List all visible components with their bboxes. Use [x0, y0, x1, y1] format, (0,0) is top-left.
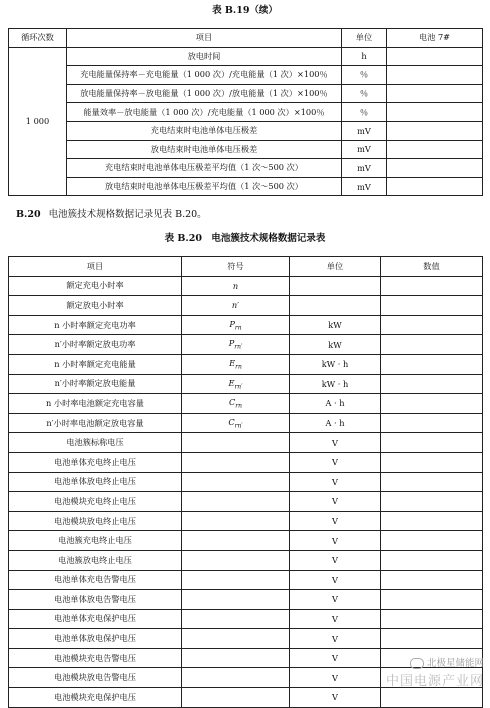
unit-cell: ％	[342, 66, 387, 85]
item-cell: 电池模块充电终止电压	[9, 492, 182, 512]
item-cell: 电池单体充电保护电压	[9, 609, 182, 629]
table-row	[9, 84, 483, 103]
unit-cell: V	[290, 433, 381, 453]
value-cell	[387, 159, 483, 178]
value-cell	[381, 374, 483, 394]
symbol-cell: n	[182, 276, 290, 296]
table-header-row	[9, 29, 483, 48]
value-cell	[387, 66, 483, 85]
symbol-cell	[182, 492, 290, 512]
symbol-cell	[182, 629, 290, 649]
unit-cell	[290, 296, 381, 316]
table-row	[9, 140, 483, 159]
item-cell: 电池模块充电告警电压	[9, 648, 182, 668]
unit-cell: V	[290, 629, 381, 649]
item-cell: 放电结束时电池单体电压极差平均值（1 次～500 次）	[67, 177, 342, 196]
table-row	[9, 103, 483, 122]
symbol-cell: $P_{rn}$	[182, 315, 290, 335]
table-row	[9, 394, 483, 414]
table-row	[9, 121, 483, 140]
unit-cell: V	[290, 452, 381, 472]
item-cell: 能量效率－放电能量（1 000 次）/充电能量（1 000 次）×100％	[67, 103, 342, 122]
value-cell	[387, 121, 483, 140]
unit-cell: A · h	[290, 394, 381, 414]
item-cell: 充电能量保持率－充电能量（1 000 次）/充电能量（1 次）×100％	[67, 66, 342, 85]
unit-cell: V	[290, 688, 381, 708]
header-unit: 单位	[290, 257, 381, 277]
value-cell	[381, 276, 483, 296]
item-cell: 放电能量保持率－放电能量（1 000 次）/放电能量（1 次）×100％	[67, 84, 342, 103]
table-row	[9, 452, 483, 472]
symbol-cell	[182, 511, 290, 531]
item-cell: n 小时率额定充电功率	[9, 315, 182, 335]
value-cell	[381, 315, 483, 335]
table-row	[9, 413, 483, 433]
symbol-cell	[182, 433, 290, 453]
table-row	[9, 276, 483, 296]
symbol-cell: n′	[182, 296, 290, 316]
unit-cell: h	[342, 47, 387, 66]
value-cell	[381, 433, 483, 453]
unit-cell: V	[290, 570, 381, 590]
unit-cell: mV	[342, 140, 387, 159]
symbol-cell	[182, 452, 290, 472]
symbol-cell	[182, 668, 290, 688]
unit-cell: V	[290, 590, 381, 610]
table-row	[9, 609, 483, 629]
table-row	[9, 570, 483, 590]
value-cell	[381, 590, 483, 610]
table-b20-caption: 表 B.20 电池簇技术规格数据记录表	[164, 233, 326, 244]
item-cell: 充电结束时电池单体电压极差	[67, 121, 342, 140]
header-battery-7: 电池 7#	[387, 29, 483, 48]
item-cell: 电池模块放电告警电压	[9, 668, 182, 688]
table-row	[9, 177, 483, 196]
item-cell: 放电结束时电池单体电压极差	[67, 140, 342, 159]
unit-cell: kW	[290, 335, 381, 355]
item-cell: 电池簇标称电压	[9, 433, 182, 453]
value-cell	[387, 84, 483, 103]
item-cell: 电池簇放电终止电压	[9, 550, 182, 570]
item-cell: n 小时率额定充电能量	[9, 354, 182, 374]
symbol-cell	[182, 590, 290, 610]
cycle-count-cell: 1 000	[9, 47, 67, 196]
table-row	[9, 315, 483, 335]
table-b20	[8, 256, 483, 708]
unit-cell: kW · h	[290, 374, 381, 394]
paragraph-text: 电池簇技术规格数据记录见表 B.20。	[48, 209, 207, 220]
value-cell	[381, 354, 483, 374]
symbol-cell	[182, 570, 290, 590]
item-cell: n′小时率额定放电功率	[9, 335, 182, 355]
unit-cell: V	[290, 472, 381, 492]
unit-cell: mV	[342, 159, 387, 178]
symbol-cell: $C_{rn'}$	[182, 413, 290, 433]
table-row	[9, 335, 483, 355]
item-cell: 电池簇充电终止电压	[9, 531, 182, 551]
unit-cell: V	[290, 531, 381, 551]
item-cell: 额定放电小时率	[9, 296, 182, 316]
table-row	[9, 531, 483, 551]
paragraph-b20	[16, 206, 207, 220]
unit-cell: ％	[342, 103, 387, 122]
table-row	[9, 550, 483, 570]
value-cell	[381, 629, 483, 649]
header-item: 项目	[67, 29, 342, 48]
unit-cell: mV	[342, 121, 387, 140]
value-cell	[381, 511, 483, 531]
symbol-cell	[182, 472, 290, 492]
table-row	[9, 374, 483, 394]
item-cell: 电池单体充电终止电压	[9, 452, 182, 472]
value-cell	[381, 492, 483, 512]
header-symbol: 符号	[182, 257, 290, 277]
item-cell: 电池模块充电保护电压	[9, 688, 182, 708]
watermark-text-2: 中国电源产业网	[385, 674, 484, 689]
symbol-cell: $P_{rn'}$	[182, 335, 290, 355]
header-item: 项目	[9, 257, 182, 277]
watermark-logo	[410, 655, 484, 669]
paragraph-number: B.20	[16, 209, 41, 220]
unit-cell	[290, 276, 381, 296]
item-cell: 电池单体放电告警电压	[9, 590, 182, 610]
value-cell	[381, 609, 483, 629]
wechat-icon	[410, 658, 424, 669]
unit-cell: V	[290, 492, 381, 512]
table-row	[9, 433, 483, 453]
item-cell: 额定充电小时率	[9, 276, 182, 296]
value-cell	[387, 47, 483, 66]
table-row	[9, 47, 483, 66]
item-cell: n 小时率电池额定充电容量	[9, 394, 182, 414]
value-cell	[387, 177, 483, 196]
symbol-cell: $C_{rn}$	[182, 394, 290, 414]
header-cycle-count: 循环次数	[9, 29, 67, 48]
table-row	[9, 590, 483, 610]
unit-cell: V	[290, 550, 381, 570]
item-cell: 放电时间	[67, 47, 342, 66]
unit-cell: V	[290, 511, 381, 531]
symbol-cell: $E_{rn}$	[182, 354, 290, 374]
symbol-cell	[182, 531, 290, 551]
value-cell	[381, 452, 483, 472]
unit-cell: ％	[342, 84, 387, 103]
item-cell: 电池单体放电终止电压	[9, 472, 182, 492]
value-cell	[387, 103, 483, 122]
value-cell	[381, 472, 483, 492]
value-cell	[387, 140, 483, 159]
value-cell	[381, 531, 483, 551]
symbol-cell	[182, 550, 290, 570]
table-row	[9, 159, 483, 178]
value-cell	[381, 570, 483, 590]
table-row	[9, 472, 483, 492]
header-unit: 单位	[342, 29, 387, 48]
value-cell	[381, 296, 483, 316]
table-row	[9, 296, 483, 316]
item-cell: 电池单体充电告警电压	[9, 570, 182, 590]
table-row	[9, 66, 483, 85]
item-cell: 电池单体放电保护电压	[9, 629, 182, 649]
table-row	[9, 629, 483, 649]
symbol-cell	[182, 648, 290, 668]
symbol-cell: $E_{rn'}$	[182, 374, 290, 394]
unit-cell: kW	[290, 315, 381, 335]
watermark-text: 北极星储能网	[426, 658, 484, 669]
value-cell	[381, 335, 483, 355]
unit-cell: V	[290, 648, 381, 668]
item-cell: 充电结束时电池单体电压极差平均值（1 次～500 次）	[67, 159, 342, 178]
table-b19-caption: 表 B.19（续）	[212, 5, 278, 16]
header-value: 数值	[381, 257, 483, 277]
unit-cell: kW · h	[290, 354, 381, 374]
table-row	[9, 492, 483, 512]
symbol-cell	[182, 609, 290, 629]
unit-cell: A · h	[290, 413, 381, 433]
unit-cell: mV	[342, 177, 387, 196]
value-cell	[381, 394, 483, 414]
item-cell: 电池模块放电终止电压	[9, 511, 182, 531]
unit-cell: V	[290, 609, 381, 629]
value-cell	[381, 413, 483, 433]
table-b19	[8, 28, 483, 196]
table-header-row	[9, 257, 483, 277]
item-cell: n′小时率额定放电能量	[9, 374, 182, 394]
item-cell: n′小时率电池额定放电容量	[9, 413, 182, 433]
unit-cell: V	[290, 668, 381, 688]
table-row	[9, 511, 483, 531]
table-row	[9, 354, 483, 374]
value-cell	[381, 550, 483, 570]
